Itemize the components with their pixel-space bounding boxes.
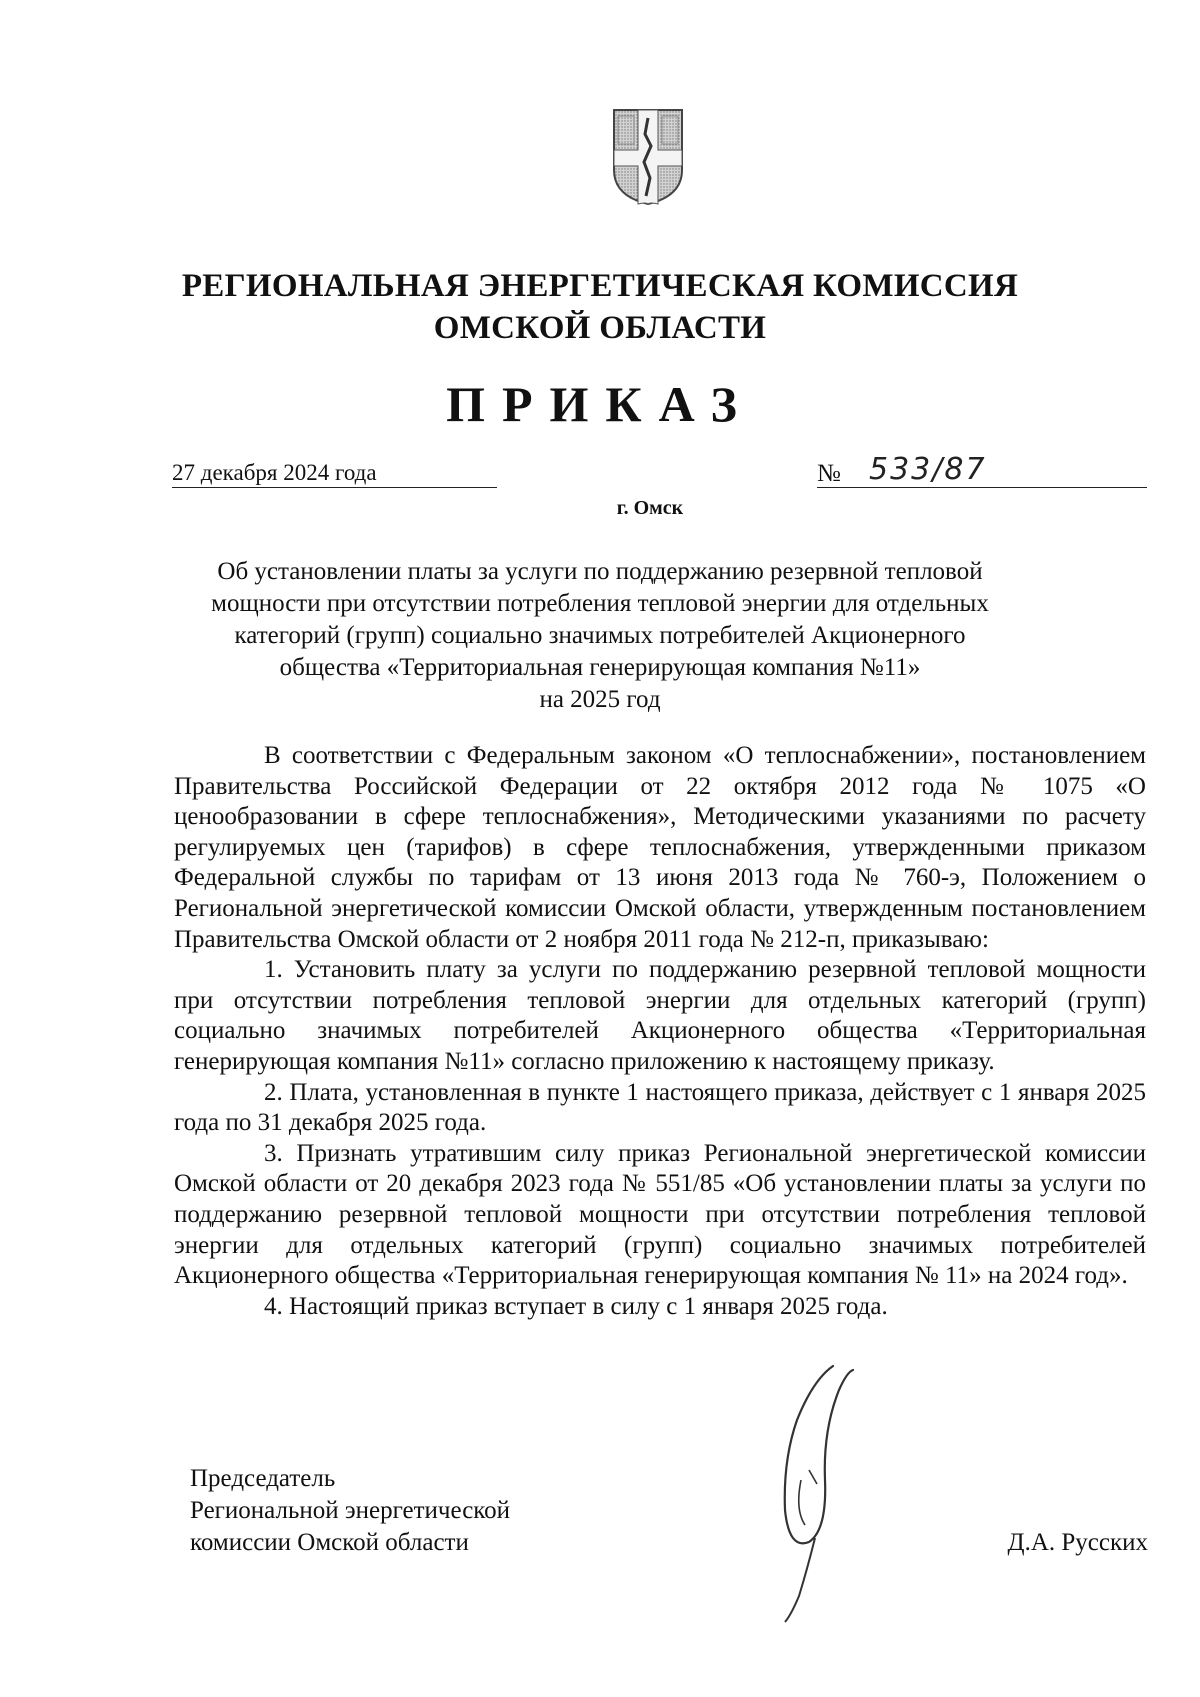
organization-name-line2: ОМСКОЙ ОБЛАСТИ bbox=[433, 310, 767, 346]
item-1-paragraph: 1. Установить плату за услуги по поддержанию резервной тепловой мощности при отсутствии потребления тепловой энергии для отдельных категорий (групп) социально значимых потребителей Акционерного общества «Территориальная генерирующая компания №11» согласно приложению к настоящему приказу. bbox=[174, 956, 1146, 1075]
signatory-title bbox=[190, 1463, 510, 1559]
order-body bbox=[174, 741, 1146, 1322]
item-3-paragraph: 3. Признать утратившим силу приказ Региональной энергетической комиссии Омской области от 20 декабря 2023 года № 551/85 «Об установлении платы за услуги по поддержанию резервной тепловой мощности при отсутствии потребления тепловой энергии для отдельных категорий (групп) социально значимых потребителей Акционерного общества «Территориальная генерирующая компания № 11» на 2024 год». bbox=[174, 1139, 1146, 1290]
city: г. Омск bbox=[616, 497, 684, 519]
subject-line: Об установлении платы за услуги по поддержанию резервной тепловой bbox=[217, 558, 983, 585]
subject-line: мощности при отсутствии потребления тепловой энергии для отдельных bbox=[211, 590, 989, 617]
document-type-title: ПРИКАЗ bbox=[446, 376, 754, 432]
signatory-title-line: Председатель bbox=[190, 1465, 336, 1492]
handwritten-signature-icon bbox=[755, 1360, 865, 1630]
signatory-name: Д.А. Русских bbox=[1007, 1529, 1148, 1556]
order-subject bbox=[200, 556, 1000, 716]
subject-line: на 2025 год bbox=[539, 686, 661, 713]
date-underline bbox=[172, 487, 497, 488]
subject-line: категорий (групп) социально значимых потребителей Акционерного bbox=[234, 622, 966, 649]
order-date: 27 декабря 2024 года bbox=[172, 460, 377, 485]
number-sign: № bbox=[817, 460, 841, 487]
order-number-value: 533/87 bbox=[869, 452, 987, 487]
preamble-paragraph: В соответствии с Федеральным законом «О теплоснабжении», постановлением Правительства Российской Федерации от 22 октября 2012 года № 1075 «О ценообразовании в сфере теплоснабжения», Методическими указаниями по расчету регулируемых цен (тарифов) в сфере теплоснабжения, утвержденными приказом Федеральной службы по тарифам от 13 июня 2013 года № 760-э, Положением о Региональной энергетической комиссии Омской области, утвержденным постановлением Правительства Омской области от 2 ноября 2011 года № 212-п, приказываю: bbox=[174, 742, 1146, 953]
subject-line: общества «Территориальная генерирующая компания №11» bbox=[279, 654, 921, 681]
organization-name-line1: РЕГИОНАЛЬНАЯ ЭНЕРГЕТИЧЕСКАЯ КОМИССИЯ bbox=[181, 268, 1019, 304]
signatory-title-line: комиссии Омской области bbox=[190, 1529, 469, 1556]
signatory-title-line: Региональной энергетической bbox=[190, 1497, 511, 1524]
coat-of-arms-icon bbox=[612, 108, 684, 206]
item-4-paragraph: 4. Настоящий приказ вступает в силу с 1 января 2025 года. bbox=[264, 1292, 888, 1320]
number-underline bbox=[817, 487, 1147, 488]
item-2-paragraph: 2. Плата, установленная в пункте 1 настоящего приказа, действует с 1 января 2025 года по 31 декабря 2025 года. bbox=[174, 1078, 1146, 1137]
